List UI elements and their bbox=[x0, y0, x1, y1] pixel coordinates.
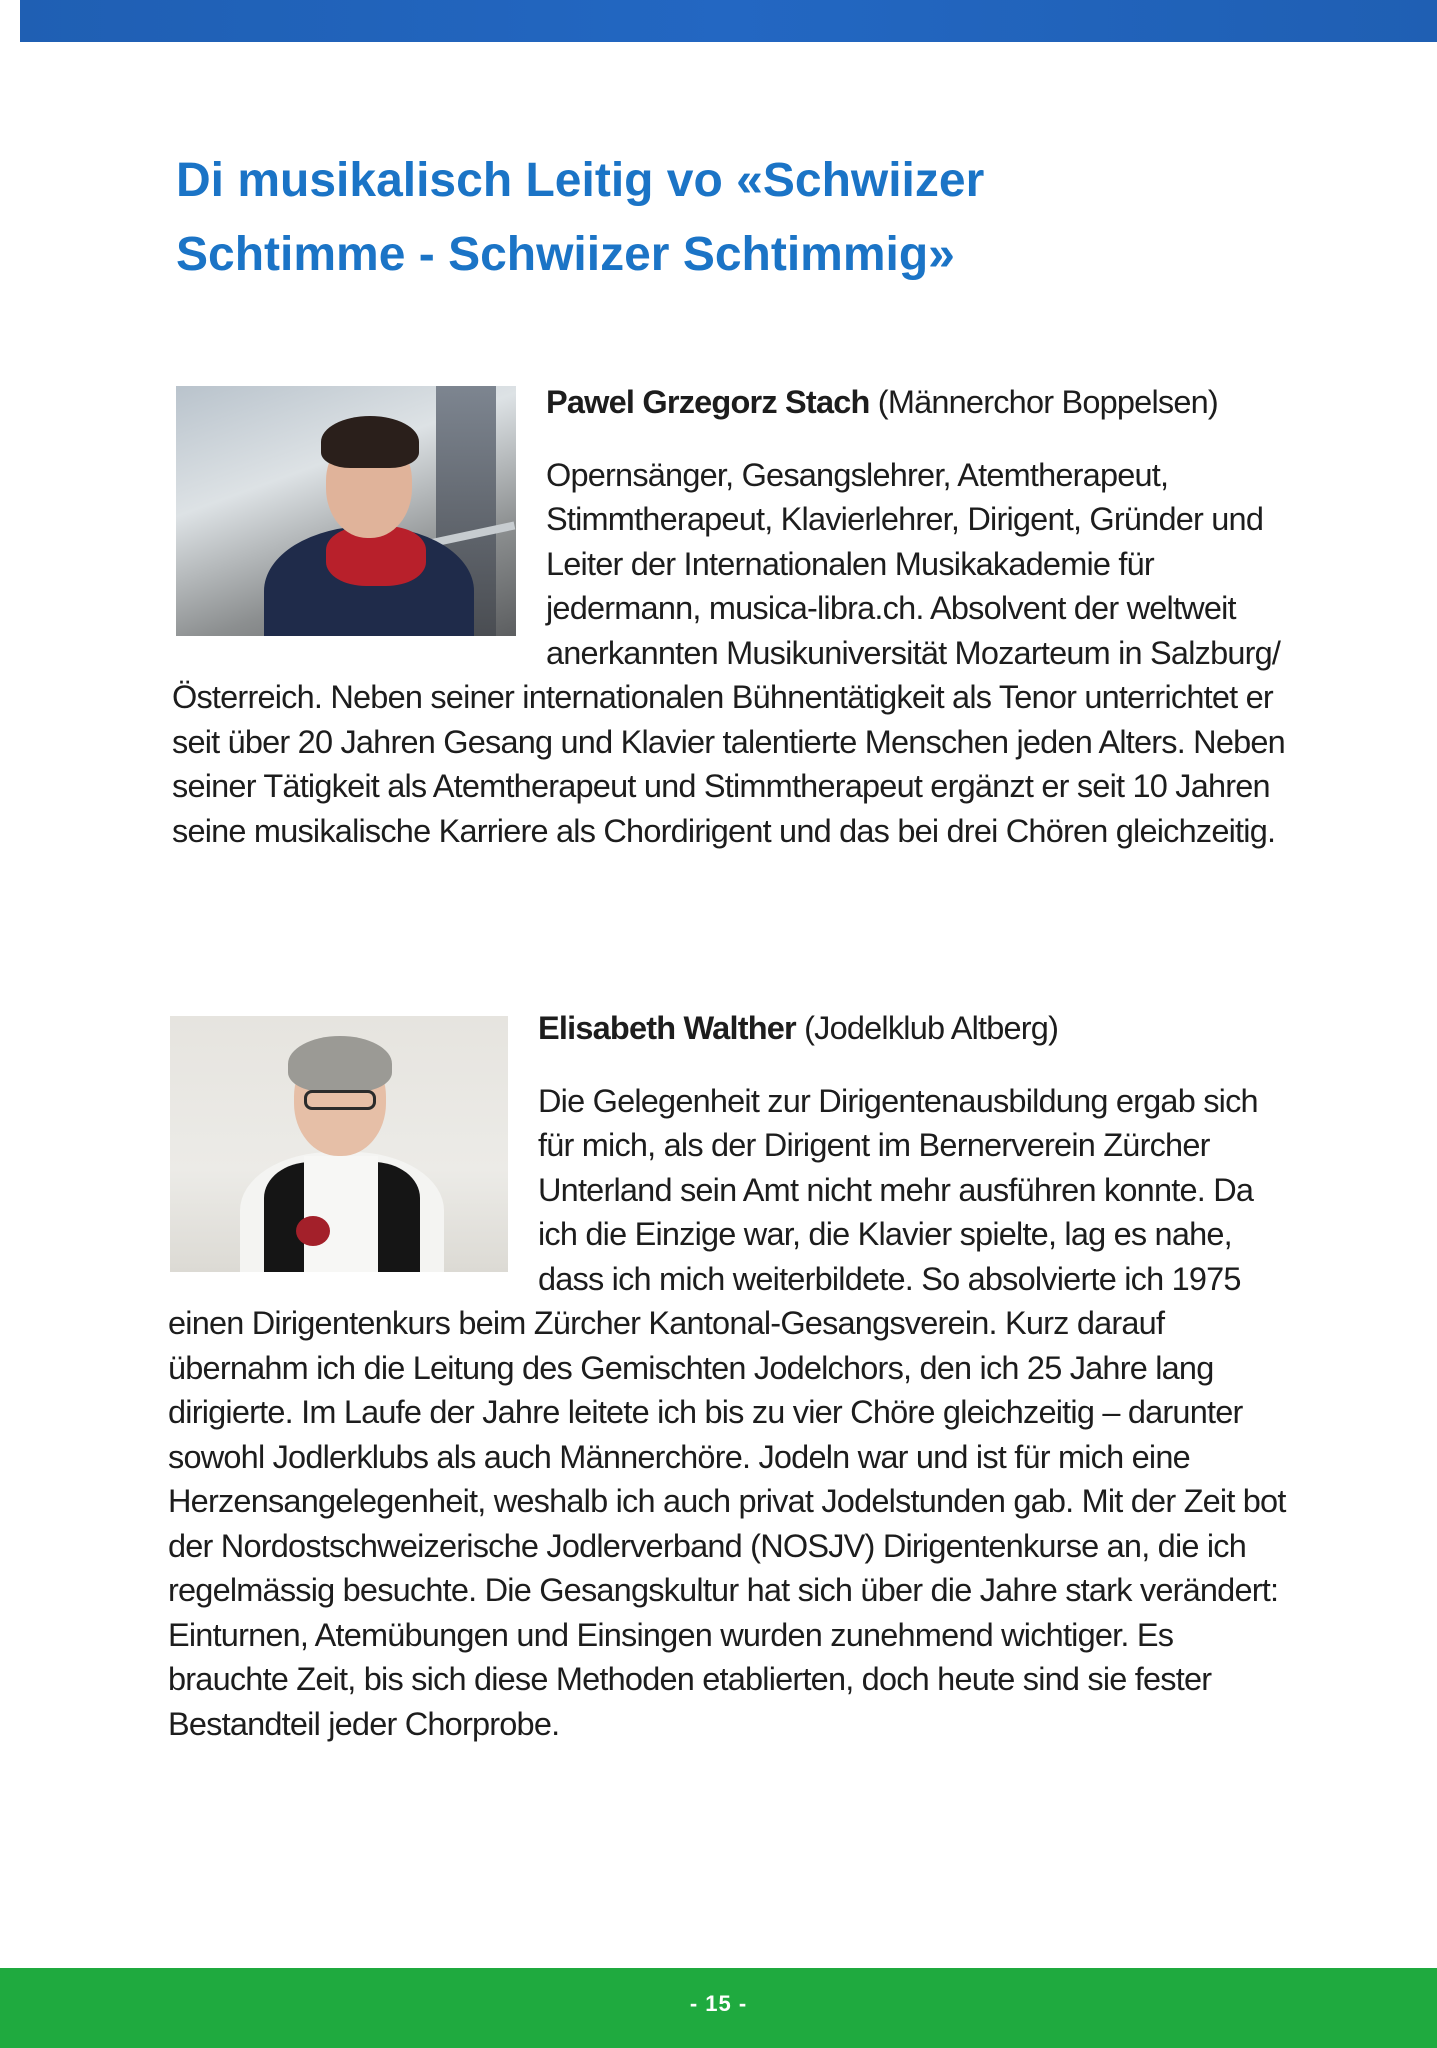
person-section-walther bbox=[168, 1006, 1288, 1746]
page-title bbox=[176, 144, 1136, 292]
person-section-stach bbox=[172, 380, 1292, 853]
person-bio: Die Gelegenheit zur Dirigentenausbildung ergab sich für mich, als der Dirigent im Bernerverein Zürcher Unterland sein Amt nicht mehr ausführen konnte. Da ich die Einzige war, die Klavier spielte, lag es nahe, dass ich mich weiterbildete. So absolvierte ich 1975 einen Dirigentenkurs beim Zürcher Kantonal-Gesangsverein. Kurz darauf übernahm ich die Leitung des Gemischten Jodelchors, den ich 25 Jahre lang dirigierte. Im Laufe der Jahre leitete ich bis zu vier Chöre gleichzeitig – darunter sowohl Jodlerklubs als auch Männerchöre. Jodeln war und ist für mich eine Herzensangelegenheit, weshalb ich auch privat Jodelstunden gab. Mit der Zeit bot der Nordostschweizerische Jodlerverband (NOSJV) Dirigentenkurse an, die ich regelmässig besuchte. Die Gesangskultur hat sich über die Jahre stark verändert: Einturnen, Atemübungen und Einsingen wurden zunehmend wichtiger. Es brauchte Zeit, bis sich diese Methoden etablierten, doch heute sind sie fester Bestandteil jeder Chorprobe. bbox=[168, 1082, 1286, 1742]
bottom-color-bar bbox=[0, 1968, 1437, 2048]
page-title-line-1: Di musikalisch Leitig vo «Schwiizer bbox=[176, 154, 985, 207]
person-affiliation: (Männerchor Boppelsen) bbox=[877, 384, 1218, 420]
portrait-photo-stach bbox=[176, 386, 516, 636]
page-title-line-2: Schtimme - Schwiizer Schtimmig» bbox=[176, 228, 955, 281]
person-name: Elisabeth Walther bbox=[538, 1010, 796, 1046]
person-bio: Opernsänger, Gesangslehrer, Atemtherapeut, Stimmtherapeut, Klavierlehrer, Dirigent, Gründer und Leiter der Internationalen Musikakademie für jedermann, musica-libra.ch. Absolvent der weltweit anerkannten Musikuniversität Mozarteum in Salzburg/Österreich. Neben seiner internationalen Bühnentätigkeit als Tenor unterrichtet er seit über 20 Jahren Gesang und Klavier talentierte Menschen jeden Alters. Neben seiner Tätigkeit als Atemtherapeut und Stimmtherapeut ergänzt er seit 10 Jahren seine musikalische Karriere als Chordirigent und das bei drei Chören gleichzeitig. bbox=[172, 456, 1285, 849]
person-affiliation: (Jodelklub Altberg) bbox=[804, 1010, 1059, 1046]
portrait-photo-walther bbox=[170, 1016, 508, 1272]
person-name: Pawel Grzegorz Stach bbox=[546, 384, 870, 420]
top-color-bar bbox=[20, 0, 1437, 42]
page-number: - 15 - bbox=[689, 1991, 748, 2016]
